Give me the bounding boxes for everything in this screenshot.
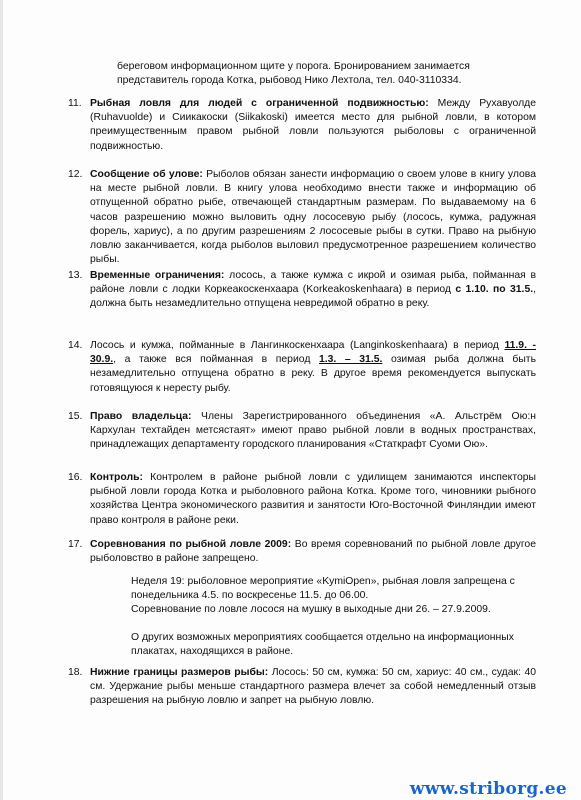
section-text: Лосось: 50 см, кумжа: 50 см, хариус: 40 см., судак: 40 см. Удержание рыбы меньше стандартного размера влечет за собой немедленный отзыв разрешения на рыбную ловлю и запрет на рыбную ловлю. — [90, 667, 537, 707]
section-number: 18. — [68, 667, 83, 678]
section-title: Соревнования по рыбной ловле 2009: — [90, 539, 292, 550]
section-14 — [68, 339, 536, 396]
section-number: 15. — [68, 411, 83, 422]
section-title: Рыбная ловля для людей с ограниченной подвижностью: — [90, 98, 429, 109]
section-number: 17. — [68, 539, 83, 550]
section-text: Члены Зарегистрированного объединения «А. Альстрём Ою:н Кархулан техтайден метсястаят» имеют право рыбной ловли в водных пространствах, принадлежащих департаменту городского планирования «Статкрафт Суоми Ою». — [90, 411, 537, 451]
section-text: Рыболов обязан занести информацию о своем улове в книгу улова на месте рыбной ловли. В книгу улова необходимо внести также и информацию об отпущенной обратно рыбе, отвечающей стандартным размерам. По выдаваемому на 6 часов разрешению можно выловить одну лососевую рыбу (лосось, кумжа, радужная форель, хариус), а по другим разрешениям 2 лососевые рыбы в сутки. Право на рыбную ловлю заканчивается, когда рыболов выловил предусмотренное разрешением количество рыбы. — [90, 169, 536, 266]
section-text: Лосось и кумжа, пойманные в Лангинкоскенхаара (Langinkoskenhaara) в период — [90, 340, 505, 351]
section-date-range-2: 1.3. – 31.5. — [318, 354, 383, 366]
section-13 — [68, 269, 536, 312]
section-text-end: озимая рыба должна быть незамедлительно отпущена обратно в реку. В другое время рекомендуется выпускать готовящуюся к нересту рыбу. — [90, 354, 536, 394]
watermark: www.striborg.ee — [409, 778, 567, 799]
section-number: 14. — [68, 340, 83, 351]
section-15 — [68, 410, 537, 453]
section-title: Право владельца: — [90, 411, 192, 422]
section-text: Контролем в районе рыбной ловли с удилищем занимаются инспекторы рыбной ловли города Котка и рыболовного района Котка. Кроме того, чиновники рыбного хозяйства Центра экономического развития и занятости Юго-Восточной Финляндии имеют право контроля в районе реки. — [90, 472, 536, 526]
section-number: 13. — [68, 270, 83, 281]
scan-edge — [0, 0, 3, 800]
section-number: 11. — [68, 98, 82, 109]
intro-line-1: береговом информационном щите у порога. Бронированием занимается — [117, 61, 470, 72]
section-17 — [68, 538, 536, 566]
section-number: 12. — [68, 169, 83, 180]
section-number: 16. — [68, 472, 83, 483]
section-text: Между Рухавуолде (Ruhavuolde) и Сиикакоски (Siikakoski) имеется место для рыбной ловли, в котором преимущественным правом рыбной ловли пользуются рыболовы с ограниченной подвижностью. — [90, 98, 536, 152]
section-date-range: с 1.10. по 31.5. — [455, 284, 534, 296]
section-text-mid: , а также вся пойманная в период — [113, 354, 319, 366]
section-title: Контроль: — [90, 472, 143, 483]
section-17-note-week19: Неделя 19: рыболовное мероприятие «KymiOpen», рыбная ловля запрещена с понедельника 4.5. по воскресенье 11.5. до 06.00. — [131, 576, 515, 602]
section-text: лосось, а также кумжа с икрой и озимая рыба, пойманная в районе ловли с лодки Коркеакоскенхаара (Korkeakoskenhaara) в период — [90, 270, 536, 296]
section-date-range-1: 11.9. - 30.9. — [90, 340, 536, 366]
section-17-note-other: О других возможных мероприятиях сообщается отдельно на информационных плакатах, находящихся в районе. — [131, 632, 514, 658]
section-text: Во время соревнований по рыбной ловле другое рыболовство в районе запрещено. — [90, 539, 536, 565]
section-18 — [68, 666, 537, 709]
section-17-note-flyfishing: Соревнование по ловле лосося на мушку в выходные дни 26. – 27.9.2009. — [131, 604, 491, 615]
section-title: Временные ограничения: — [90, 270, 225, 281]
section-title: Нижние границы размеров рыбы: — [90, 667, 269, 678]
section-12 — [68, 168, 536, 267]
intro-paragraph — [117, 60, 537, 88]
section-11 — [68, 97, 536, 154]
section-16 — [68, 471, 536, 528]
section-text-end: , должна быть незамедлительно отпущена невредимой обратно в реку. — [90, 284, 536, 310]
intro-line-2: представитель города Котка, рыбовод Нико Лехтола, тел. 040-3110334. — [117, 75, 462, 87]
section-title: Сообщение об улове: — [90, 169, 203, 180]
